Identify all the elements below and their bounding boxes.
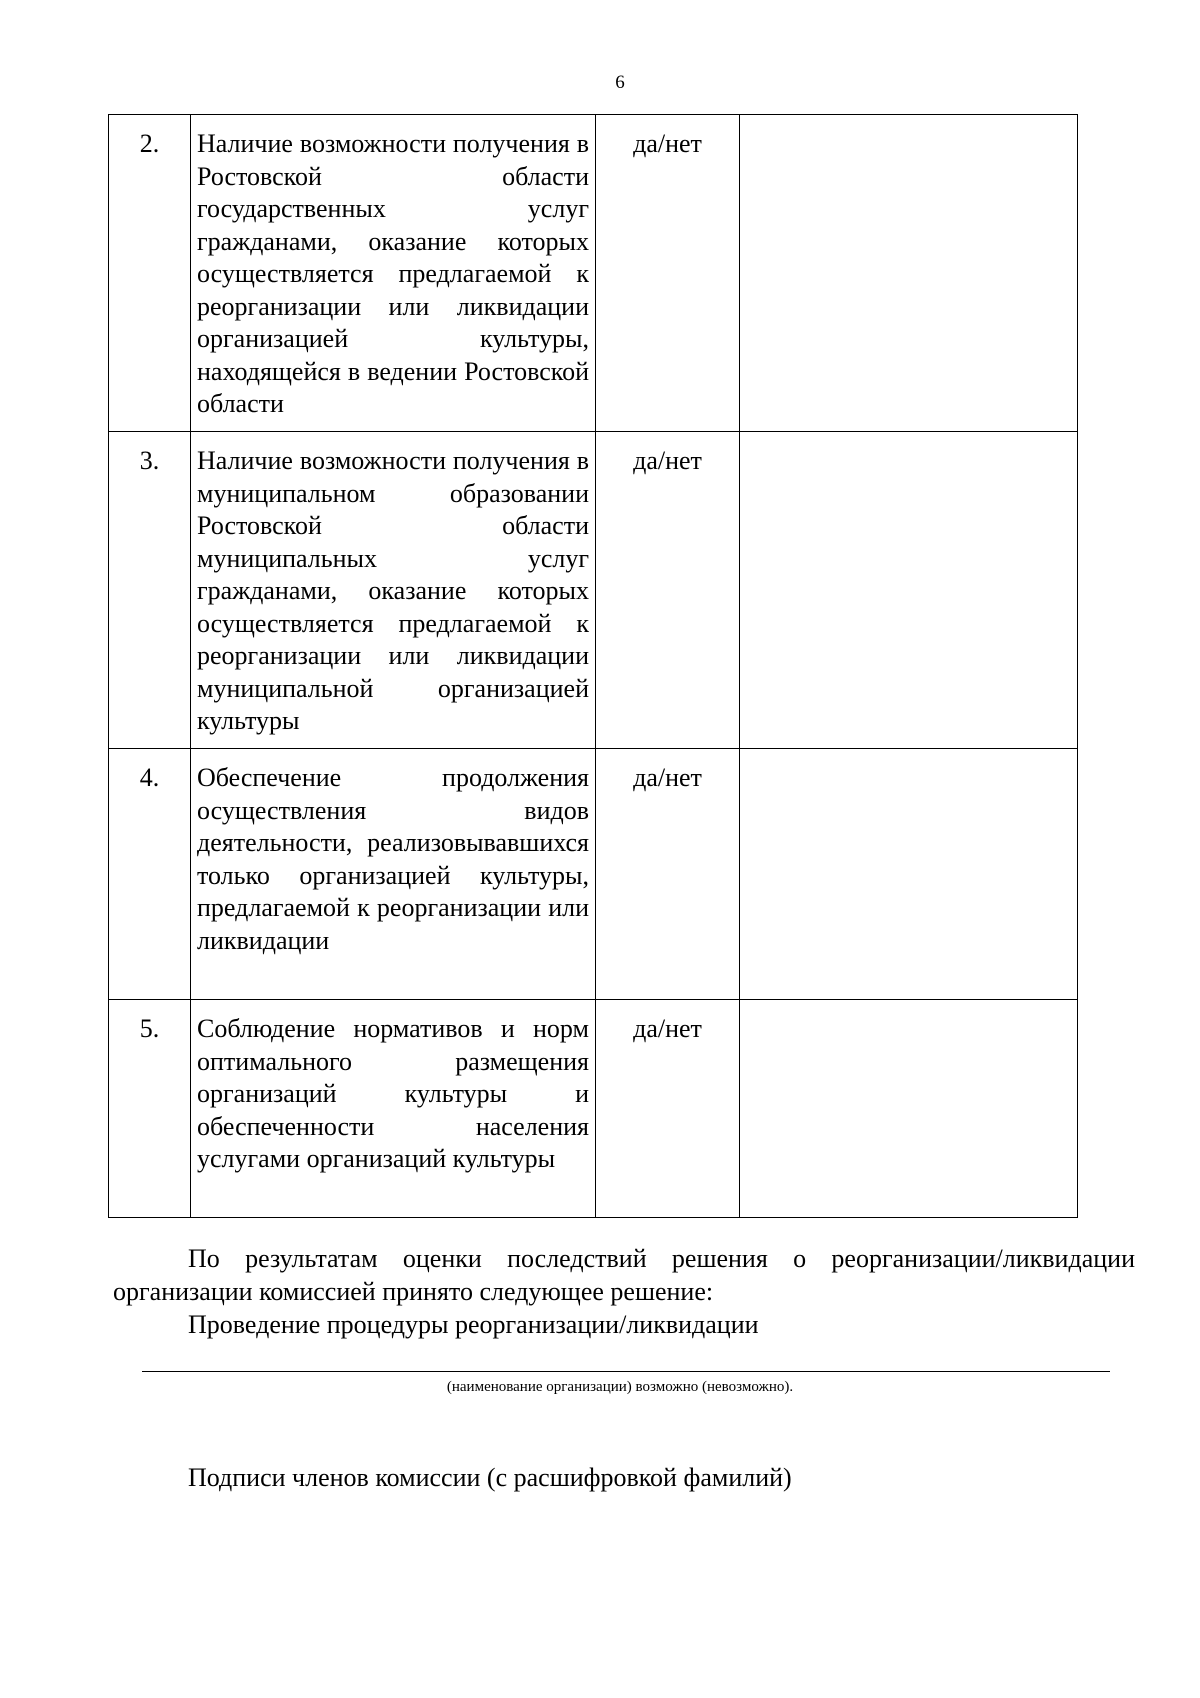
- answer-cell: да/нет: [596, 1000, 740, 1218]
- procedure-line: Проведение процедуры реорганизации/ликвидации: [188, 1310, 759, 1339]
- table-row: [109, 432, 1078, 749]
- notes-cell: [740, 432, 1078, 749]
- notes-cell: [740, 1000, 1078, 1218]
- row-number: 4.: [109, 749, 191, 1000]
- row-number: 5.: [109, 1000, 191, 1218]
- table-row: [109, 749, 1078, 1000]
- notes-cell: [740, 115, 1078, 432]
- table-row: [109, 1000, 1078, 1218]
- criterion-text: Соблюдение нормативов и норм оптимального размещения организаций культуры и обеспеченности населения услугами организаций культуры: [191, 1000, 596, 1218]
- fill-in-caption: (наименование организации) возможно (невозможно).: [446, 1379, 794, 1395]
- conclusion-paragraph: По результатам оценки последствий решения о реорганизации/ликвидации организации комиссией принято следующее решение:: [113, 1244, 1135, 1306]
- table-row: [109, 115, 1078, 432]
- fill-in-line: [142, 1371, 1110, 1372]
- row-number: 3.: [109, 432, 191, 749]
- page-number: 6: [615, 72, 625, 93]
- notes-cell: [740, 749, 1078, 1000]
- answer-cell: да/нет: [596, 749, 740, 1000]
- answer-cell: да/нет: [596, 115, 740, 432]
- answer-cell: да/нет: [596, 432, 740, 749]
- criterion-text: Наличие возможности получения в Ростовской области государственных услуг гражданами, оказание которых осуществляется предлагаемой к реорганизации или ликвидации организацией культуры, находящейся в ведении Ростовской области: [191, 115, 596, 432]
- criterion-text: Наличие возможности получения в муниципальном образовании Ростовской области муниципальных услуг гражданами, оказание которых осуществляется предлагаемой к реорганизации или ликвидации муниципальной организацией культуры: [191, 432, 596, 749]
- criteria-table: [108, 114, 1078, 1218]
- signatures-line: Подписи членов комиссии (с расшифровкой фамилий): [188, 1463, 792, 1492]
- criterion-text: Обеспечение продолжения осуществления видов деятельности, реализовывавшихся только организацией культуры, предлагаемой к реорганизации или ликвидации: [191, 749, 596, 1000]
- row-number: 2.: [109, 115, 191, 432]
